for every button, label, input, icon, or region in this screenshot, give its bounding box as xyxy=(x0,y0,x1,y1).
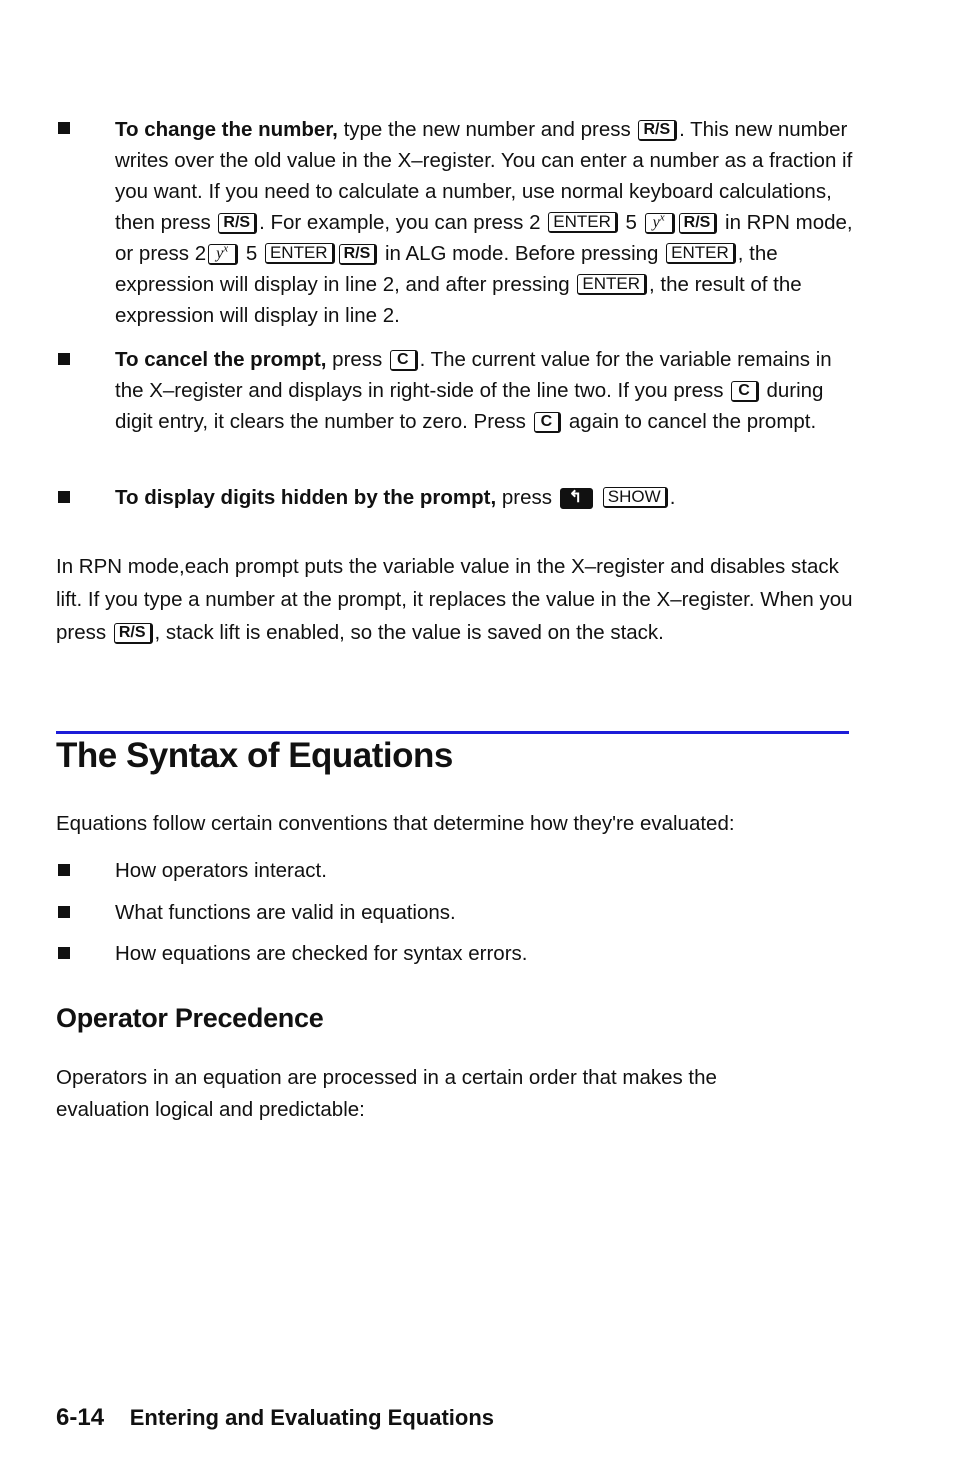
bullet-lead: To cancel the prompt, xyxy=(115,348,327,371)
clear-key xyxy=(390,350,418,371)
rs-key xyxy=(339,244,378,265)
text-run: . xyxy=(669,486,676,509)
key-label: ENTER xyxy=(582,274,640,293)
enter-key xyxy=(666,243,736,264)
enter-key xyxy=(548,212,618,233)
text-run: . The current value for the variable remains in the X–register and displays in right-side of the line two. If you press xyxy=(115,348,832,402)
key-label: C xyxy=(738,382,750,399)
key-label: R/S xyxy=(118,624,146,641)
enter-key xyxy=(265,243,335,264)
text-run: type the new number and press xyxy=(337,118,637,141)
list-item: How operators interact. xyxy=(115,859,327,882)
section-intro: Equations follow certain conventions that determine how they're evaluated: xyxy=(56,812,735,835)
text-run: during digit entry, it clears the number to zero. Press xyxy=(115,379,824,433)
text-run: . For example, you can press 2 xyxy=(259,211,547,234)
bullet-lead: To display digits hidden by the prompt, xyxy=(115,486,497,509)
key-label: C xyxy=(540,413,553,430)
text-run: again to cancel the prompt. xyxy=(563,410,817,433)
bullet-change-number xyxy=(115,114,855,331)
yx-key xyxy=(645,213,675,234)
key-label: R/S xyxy=(223,214,251,231)
key-label: ENTER xyxy=(671,243,729,262)
rs-key xyxy=(218,213,257,234)
list-item: What functions are valid in equations. xyxy=(115,901,456,924)
rs-key xyxy=(679,213,718,234)
list-item: How equations are checked for syntax errors. xyxy=(115,942,528,965)
text-run: in ALG mode. Before pressing xyxy=(379,242,665,265)
key-label: ENTER xyxy=(269,243,328,262)
clear-key xyxy=(731,381,759,402)
clear-key xyxy=(534,412,562,433)
bullet-cancel-prompt xyxy=(115,344,855,437)
show-key xyxy=(603,487,668,508)
key-label: R/S xyxy=(683,214,711,231)
subsection-title: Operator Precedence xyxy=(56,1003,324,1033)
subsection-body: Operators in an equation are processed in a certain order that makes the evaluation logical and predictable: xyxy=(56,1066,717,1121)
bullet-marker xyxy=(58,491,70,503)
text-run: , the expression will display in line 2, and after pressing xyxy=(115,242,778,296)
chapter-title: Entering and Evaluating Equations xyxy=(129,1405,495,1430)
page-number: 6-14 xyxy=(56,1404,105,1431)
text-run: In RPN mode,each prompt puts the variable value in the X–register and disables stack lift. If you type a number at the prompt, it replaces the value in the X–register. When you press xyxy=(56,555,853,644)
left-shift-key xyxy=(560,488,593,509)
yx-key xyxy=(208,244,238,265)
text-run: 5 xyxy=(240,242,263,265)
text-run: , stack lift is enabled, so the value is saved on the stack. xyxy=(154,621,664,644)
rs-key xyxy=(114,623,153,644)
text-run: , the result of the expression will display in line 2. xyxy=(115,273,802,327)
key-label: R/S xyxy=(643,121,671,138)
section-title: The Syntax of Equations xyxy=(56,736,453,775)
bullet-marker xyxy=(58,353,70,365)
page-footer xyxy=(56,1402,494,1434)
key-superscript: x xyxy=(223,242,229,255)
text-run: in RPN mode, or press 2 xyxy=(115,211,853,265)
rpn-paragraph xyxy=(56,550,856,649)
key-label: C xyxy=(397,351,409,368)
bullet-display-digits xyxy=(115,482,855,513)
rs-key xyxy=(638,120,677,141)
bullet-marker xyxy=(58,906,70,918)
bullet-marker xyxy=(58,864,70,876)
key-label: y xyxy=(216,245,224,262)
text-run xyxy=(595,486,601,509)
key-superscript: x xyxy=(659,211,665,224)
enter-key xyxy=(577,274,647,295)
text-run: press xyxy=(496,486,558,509)
key-label: SHOW xyxy=(607,487,661,506)
text-run: 5 xyxy=(619,211,643,234)
key-label: ↰ xyxy=(568,489,583,506)
text-run: . This new number writes over the old value in the X–register. You can enter a number as a fraction if you want. If you need to calculate a number, use normal keyboard calculations, then press xyxy=(115,118,853,234)
bullet-marker xyxy=(58,122,70,134)
bullet-marker xyxy=(58,947,70,959)
key-label: R/S xyxy=(343,245,371,262)
key-label: y xyxy=(652,214,660,231)
text-run: press xyxy=(326,348,389,371)
bullet-lead: To change the number, xyxy=(115,118,338,141)
key-label: ENTER xyxy=(553,212,611,231)
